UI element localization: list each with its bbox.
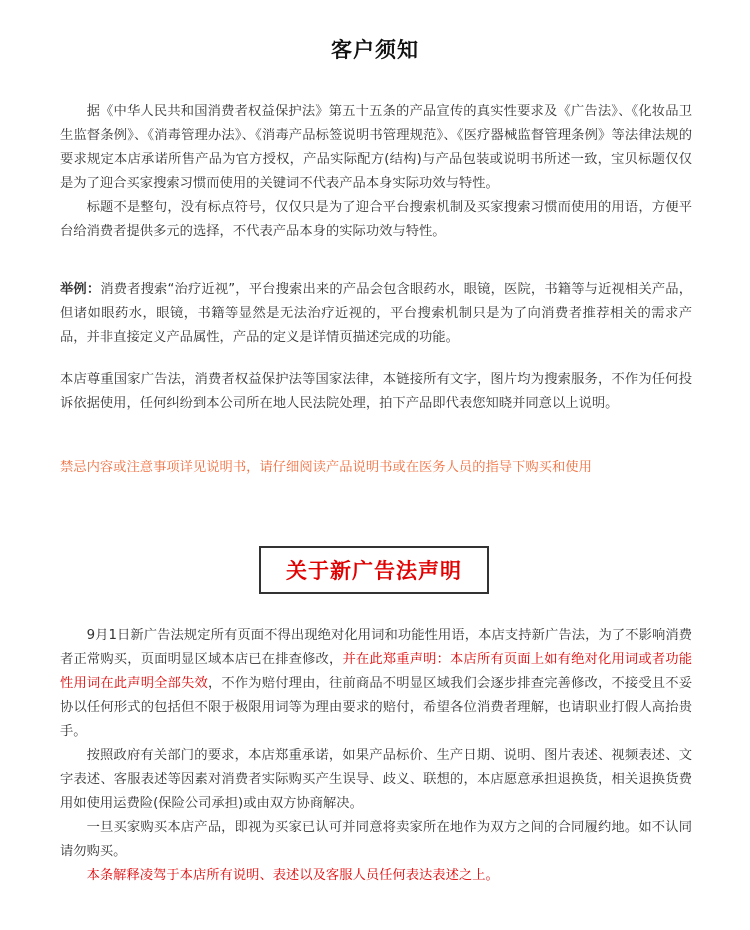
warning-section [60,456,692,480]
notice-title: 关于新广告法声明 [286,559,462,583]
statement-p1-start: 9月1日新广告法规定所有页面不得出现绝对化用词和功能性用语，本店支持新广告法，为了不影响消费者正常购买，页面明显区域本店已在排查修改， [60,628,692,667]
statement-paragraph-4: 本条解释凌驾于本店所有说明、表述以及客服人员任何表达表述之上。 [86,868,499,883]
statement-p1-end: ，不作为赔付理由，往前商品不明显区域我们会逐步排查完善修改，不接受且不妥协以任何形式的包括但不限于极限用词等为理由要求的赔付，希望各位消费者理解，也请职业打假人高抬贵手。 [60,676,693,739]
intro-paragraph-2: 标题不是整句，没有标点符号，仅仅只是为了迎合平台搜索机制及买家搜索习惯而使用的用语，方便平台给消费者提供多元的选择，不代表产品本身的实际功效与特性。 [60,200,692,239]
example-paragraph [60,278,692,350]
statement-section [60,624,692,888]
example-label: 举例： [60,282,101,297]
example-section [60,278,692,350]
warning-text: 禁忌内容或注意事项详见说明书，请仔细阅读产品说明书或在医务人员的指导下购买和使用 [60,460,592,475]
respect-paragraph: 本店尊重国家广告法，消费者权益保护法等国家法律，本链接所有文字，图片均为搜索服务，不作为任何投诉依据使用，任何纠纷到本公司所在地人民法院处理，拍下产品即代表您知晓并同意以上说明。 [60,372,692,411]
example-text: 消费者搜索“治疗近视”，平台搜索出来的产品会包含眼药水，眼镜，医院，书籍等与近视相关产品，但诸如眼药水，眼镜，书籍等显然是无法治疗近视的，平台搜索机制只是为了向消费者推荐相关的需求产品，并非直接定义产品属性，产品的定义是详情页描述完成的功能。 [60,282,692,345]
respect-section [60,368,692,416]
page-title: 客户须知 [331,38,419,62]
notice-title-box [259,546,489,594]
statement-paragraph-1 [60,624,692,744]
intro-section [60,100,692,244]
statement-p1-highlight: 并在此郑重声明：本店所有页面上如有绝对化用词或者功能性用词在此声明全部失效 [60,652,693,691]
statement-paragraph-2: 按照政府有关部门的要求，本店郑重承诺，如果产品标价、生产日期、说明、图片表述、视频表述、文字表述、客服表述等因素对消费者实际购买产生误导、歧义、联想的，本店愿意承担退换货，相关退换货费用如使用运费险(保险公司承担)或由双方协商解决。 [60,748,692,811]
intro-paragraph-1: 据《中华人民共和国消费者权益保护法》第五十五条的产品宣传的真实性要求及《广告法》、《化妆品卫生监督条例》、《消毒管理办法》、《消毒产品标签说明书管理规范》、《医疗器械监督管理条例》等法律法规的要求规定本店承诺所售产品为官方授权，产品实际配方(结构)与产品包装或说明书所述一致，宝贝标题仅仅是为了迎合买家搜索习惯而使用的关键词不代表产品本身实际功效与特性。 [60,104,692,191]
statement-paragraph-3: 一旦买家购买本店产品，即视为买家已认可并同意将卖家所在地作为双方之间的合同履约地。如不认同请勿购买。 [60,820,692,859]
